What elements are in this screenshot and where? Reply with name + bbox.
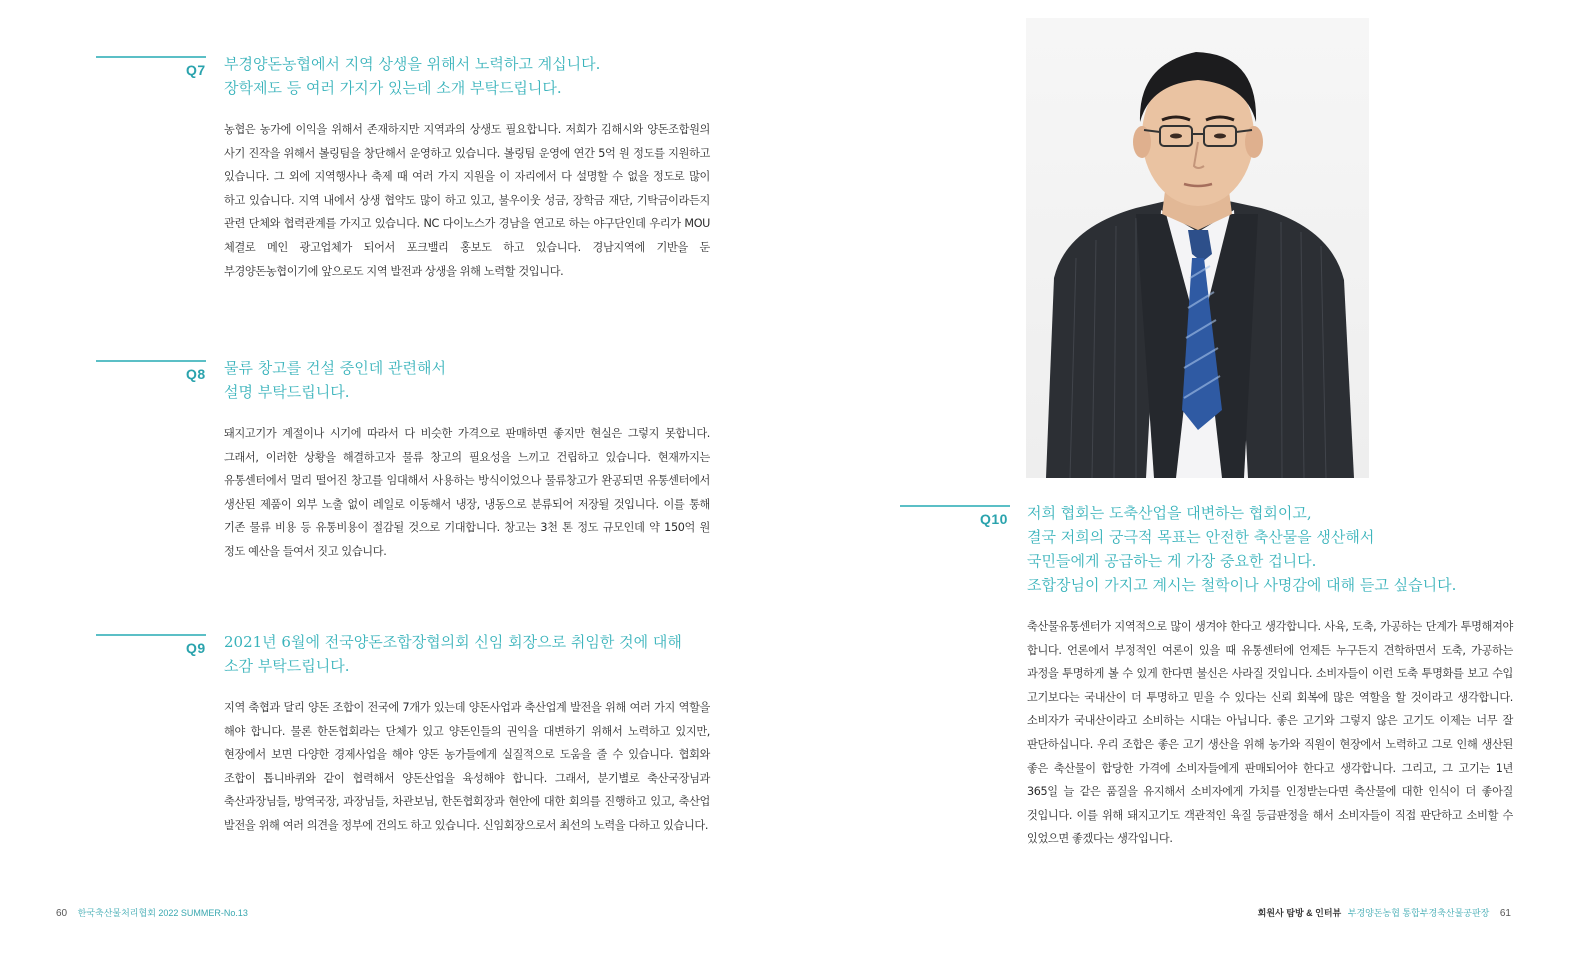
q9-answer: 지역 축협과 달리 양돈 조합이 전국에 7개가 있는데 양돈사업과 축산업계 발전을 위해 여러 가지 역할을 해야 합니다. 물론 한돈협회라는 단체가 있고 양돈인들의 권익을 대변하기 위해서 노력하고 있지만, 현장에서 보면 다양한 경제사업을 해야 양돈 농가들에게 실질적으로 도움을 줄 수 있습니다. 협회와 조합이 톱니바퀴와 같이 협력해서 양돈산업을 육성해야 합니다. 그래서, 분기별로 축산국장님과 축산과장님들, 방역국장, 과장님들, 차관보님, 한돈협회장과 현안에 대한 회의를 진행하고 있고, 축산업 발전을 위해 여러 의견을 정부에 건의도 하고 있습니다. 신임회장으로서 최선의 노력을 다하고 있습니다. [224, 701, 710, 832]
section-title: 회원사 탐방 & 인터뷰 [1257, 908, 1342, 918]
q10-question-line: 조합장님이 가지고 계시는 철학이나 사명감에 대해 듣고 싶습니다. [1027, 576, 1457, 594]
q7-question-line: 장학제도 등 여러 가지가 있는데 소개 부탁드립니다. [224, 79, 562, 97]
q8-answer: 돼지고기가 계절이나 시기에 따라서 다 비슷한 가격으로 판매하면 좋지만 현실은 그렇지 못합니다. 그래서, 이러한 상황을 해결하고자 물류 창고의 필요성을 느끼고 건립하고 있습니다. 현재까지는 유통센터에서 멀리 떨어진 창고를 임대해서 사용하는 방식이었으나 물류창고가 완공되면 유통센터에서 생산된 제품이 외부 노출 없이 레일로 이동해서 냉장, 냉동으로 분류되어 저장될 것입니다. 이를 통해 기존 물류 비용 등 유통비용이 절감될 것으로 기대합니다. 창고는 3천 톤 정도 규모인데 약 150억 원 정도 예산을 들여서 짓고 있습니다. [224, 427, 710, 558]
portrait-photo [1026, 18, 1369, 478]
q10-question [1027, 501, 1456, 597]
left-page [0, 0, 793, 971]
page-number: 61 [1499, 908, 1511, 919]
q7-label: Q7 [186, 62, 206, 78]
q10-label: Q10 [980, 511, 1008, 527]
q9-question [224, 630, 682, 678]
q8-rule [96, 360, 206, 362]
q7-answer: 농협은 농가에 이익을 위해서 존재하지만 지역과의 상생도 필요합니다. 저희가 김해시와 양돈조합원의 사기 진작을 위해서 볼링팀을 창단해서 운영하고 있습니다. 볼링팀 운영에 연간 5억 원 정도를 지원하고 있습니다. 그 외에 지역행사나 축제 때 여러 가지 지원을 이 자리에서 다 설명할 수 없을 정도로 많이 하고 있습니다. 지역 내에서 상생 협약도 많이 하고 있고, 불우이웃 성금, 장학금 재단, 기탁금이라든지 관련 단체와 협력관계를 가지고 있습니다. NC 다이노스가 경남을 연고로 하는 야구단인데 우리가 MOU 체결로 메인 광고업체가 되어서 포크밸리 홍보도 하고 있습니다. 경남지역에 기반을 둔 부경양돈농협이기에 앞으로도 지역 발전과 상생을 위해 노력할 것입니다. [224, 123, 710, 278]
footer-left [56, 906, 248, 919]
footer-right [1258, 906, 1511, 919]
q9-question-line: 2021년 6월에 전국양돈조합장협의회 신임 회장으로 취임한 것에 대해 [224, 633, 682, 651]
q7-rule [96, 56, 206, 58]
q10-question-line: 국민들에게 공급하는 게 가장 중요한 겁니다. [1027, 552, 1317, 570]
q8-question-line: 물류 창고를 건설 중인데 관련해서 [224, 359, 446, 377]
section-subtitle: 부경양돈농협 통합부경축산물공판장 [1347, 908, 1490, 918]
q8-question-line: 설명 부탁드립니다. [224, 383, 350, 401]
q10-answer: 축산물유통센터가 지역적으로 많이 생겨야 한다고 생각합니다. 사육, 도축, 가공하는 단계가 투명해져야 합니다. 언론에서 부정적인 여론이 있을 때 유통센터에 언제든 누구든지 견학하면서 도축, 가공하는 과정을 투명하게 볼 수 있게 한다면 불신은 사라질 것입니다. 소비자들이 이런 도축 투명화를 보고 수입 고기보다는 국내산이 더 투명하고 믿을 수 있다는 신뢰 회복에 많은 역할을 할 것이라고 생각합니다. 소비자가 국내산이라고 소비하는 시대는 아닙니다. 좋은 고기와 그렇지 않은 고기도 이제는 너무 잘 판단하십니다. 우리 조합은 좋은 고기 생산을 위해 농가와 직원이 현장에서 노력하고 그로 인해 생산된 좋은 축산물이 합당한 가격에 소비자들에게 판매되어야 한다고 생각합니다. 그리고, 그 고기는 1년 365일 늘 같은 품질을 유지해서 소비자에게 가치를 인정받는다면 축산물에 대한 인식이 더 좋아질 것입니다. 이를 위해 돼지고기도 객관적인 육질 등급판정을 해서 소비자들이 직접 판단하고 소비할 수 있었으면 좋겠다는 생각입니다. [1027, 620, 1513, 846]
right-page [793, 0, 1587, 971]
q10-rule [900, 505, 1010, 507]
portrait-illustration [1026, 18, 1369, 478]
q10-question-line: 저희 협회는 도축산업을 대변하는 협회이고, [1027, 504, 1312, 522]
q7-question-line: 부경양돈농협에서 지역 상생을 위해서 노력하고 계십니다. [224, 55, 601, 73]
q7-question [224, 52, 600, 100]
q8-label: Q8 [186, 366, 206, 382]
q10-question-line: 결국 저희의 궁극적 목표는 안전한 축산물을 생산해서 [1027, 528, 1375, 546]
q8-question [224, 356, 446, 404]
q9-label: Q9 [186, 640, 206, 656]
magazine-title: 한국축산물처리협회 2022 SUMMER-No.13 [77, 908, 248, 918]
page-number: 60 [56, 908, 68, 919]
q9-question-line: 소감 부탁드립니다. [224, 657, 350, 675]
q9-rule [96, 634, 206, 636]
